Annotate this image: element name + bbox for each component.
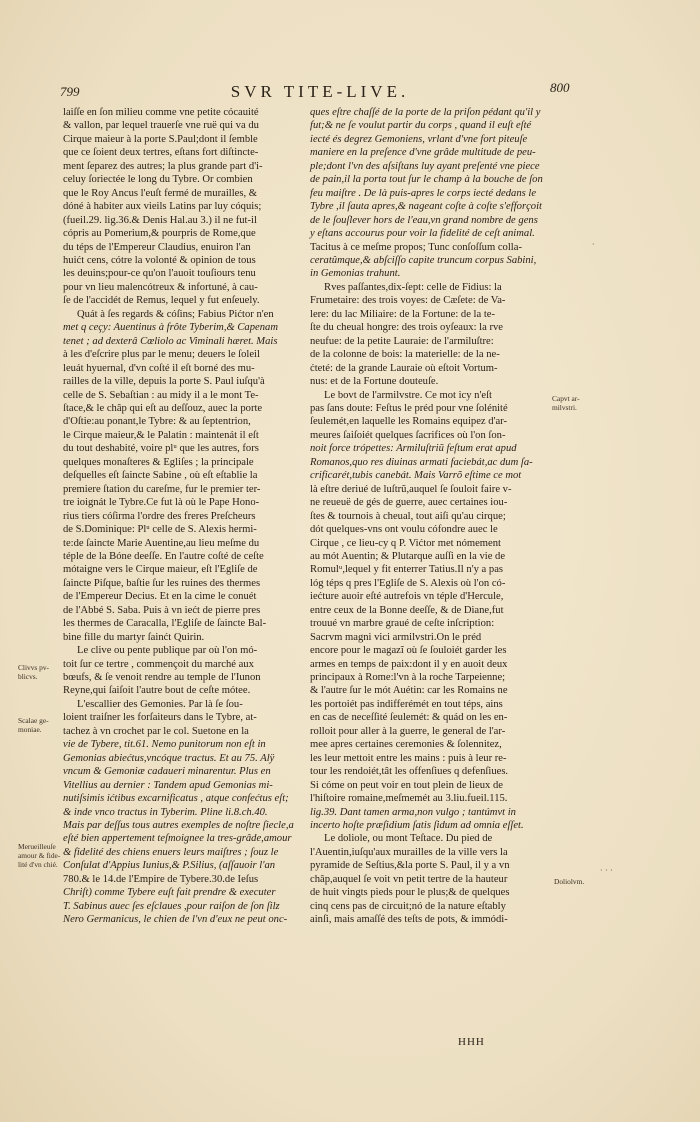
text-line: feu maiſtre . De là puis-apres le corps iecté dedans le	[310, 187, 537, 199]
text-line: en cas de neceſſité ſeulemét: & quád on les en-	[310, 712, 508, 724]
text-line: rius tiers cóſirma l'ordre des freres Preſcheurs	[63, 510, 256, 522]
page-number-left: 799	[60, 84, 80, 99]
text-line: du tout deshabité, voire plᵘ que les autres, fors	[63, 443, 259, 455]
text-line: ſtes & tournois à cheual, tout aiſi qu'au cirque;	[310, 510, 506, 522]
text-line: incerto hoſte præſidium ſatis ſidum ad omnia eſſet.	[310, 820, 524, 832]
text-line: met q ceçy: Auentinus à frôte Tyberim,& Capenam	[63, 322, 278, 334]
text-line: in Gemonias trahunt.	[310, 268, 401, 280]
text-line: neufue: de la petite Lauraie: de l'armiluſtre:	[310, 335, 494, 347]
text-line: de le ſouſlever hors de l'eau,vn grand nombre de gens	[310, 214, 538, 226]
text-line: ne reueuë de gés de guerre, auec certaines iou-	[310, 497, 508, 509]
text-line: pour vn lieu malencótreux & infortuné, à cau-	[63, 281, 258, 293]
text-line: trouué vn marbre graué de ceſte inſcription:	[310, 618, 495, 630]
text-line: fut;& ne ſe voulut partir du corps , quand il euſt eſté	[310, 120, 532, 132]
ink-mark: ·	[592, 240, 595, 249]
text-line: iecté és degrez Gemoniens, vrlant d'vne fort piteuſe	[310, 133, 528, 145]
text-line: Rves paſſantes,dix-ſept: celle de Fidius: la	[324, 281, 502, 293]
running-header	[60, 80, 570, 102]
text-line: quelques monaſteres & Egliſes ; la principale	[63, 456, 254, 468]
text-line: loient traiſner les forſaiteurs dans le Tybre, at-	[63, 712, 257, 724]
text-line: lóg téps q pres l'Egliſe de S. Alexis où l'on có-	[310, 577, 506, 589]
text-line: les thermes de Caracalla, l'Egliſe de ſaincte Bal-	[63, 618, 267, 630]
text-line: meures ſaiſoiét quelques ſacrifices où l'on ſon-	[310, 429, 506, 441]
margin-note-caput: Capvt ar- milvstri.	[552, 394, 580, 412]
text-line: Tybre ,il ſauta apres,& nageant coſte à coſte s'efforçoit	[310, 201, 542, 213]
text-line: noit force trópettes: Armiluſtriũ feſtum erat apud	[310, 443, 517, 455]
text-line: dóné à habiter aux vieils Latins par luy cóquis;	[63, 201, 262, 213]
text-line: L'escallier des Gemonies. Par là ſe ſou-	[77, 698, 243, 710]
text-line: celle de S. Sebaſtian : au midy il a le mont Te-	[63, 389, 259, 401]
text-line: 780.& le 14.de l'Empire de Tybere.30.de Ieſus	[63, 873, 259, 885]
text-line: tour les rendoiét,tât les offenſiues q defenſiues.	[310, 766, 509, 778]
text-line: Mais par deſſus tous autres exemples de noſtre ſiecle,a	[63, 820, 294, 832]
text-line: ſtace,& le châp qui eſt au deſſouz, auec la porte	[63, 402, 263, 414]
text-line: ques eſtre chaſſé de la porte de la priſon pédant qu'il y	[310, 107, 541, 118]
margin-note-doliolum: Doliolvm.	[554, 877, 585, 886]
text-line: principaux à Rome:l'vn à la roche Tarpeienne;	[310, 672, 506, 684]
text-line: Cirque maieur à la porte S.Paul;dont il ſemble	[63, 133, 258, 145]
text-line: l'hiſtoire romaine,meſmemét au 3.liu.fueil.115.	[310, 793, 508, 805]
text-line: du téps de l'Empereur Claudius, enuiron l'an	[63, 241, 251, 253]
text-line: Le clive ou pente publique par où l'on mó-	[77, 645, 258, 657]
left-text-column	[63, 106, 302, 927]
text-line: ſeulemét,en laquelle les Romains equipez d'ar-	[310, 416, 508, 428]
text-line: entre ceux de la Bonne deeſſe, & de Diane,fut	[310, 604, 504, 616]
text-line: les leur mettoit entre les mains : puis à leur re-	[310, 752, 507, 764]
text-line: de pain,il la porta tout ſur le champ à la bouche de ſon	[310, 174, 543, 186]
text-line: iećture auoir eſté autrefois vn téple d'Hercule,	[310, 591, 504, 603]
text-line: tachez à vn crochet par le col. Suetone en la	[63, 725, 249, 737]
text-line: pas ſans doute: Feſtus le préd pour vne ſolénité	[310, 402, 508, 414]
text-line: les portoiét pas indifferémét en tout téps, ains	[310, 698, 503, 710]
text-line: eſté bien appertement teſmoignee la tres-grâde,amour	[63, 833, 292, 845]
text-line: cópris au Pomerium,& pourpris de Rome,que	[63, 228, 256, 240]
text-line: & l'autre ſur le mót Auétin: car les Romains ne	[310, 685, 508, 697]
text-line: vncum & Gemoniæ cadaueri minarentur. Plus en	[63, 766, 271, 778]
ink-mark: · · ·	[600, 866, 613, 875]
margin-note-fidelite: Merueilleuſe amour & fide- lité d'vn chié.	[18, 842, 61, 869]
margin-note-clivus: Clivvs pv- blicvs.	[18, 663, 50, 681]
text-line: nutiſsimis ićtibus excarnificatus , atque confećtus eſt;	[63, 793, 289, 805]
text-line: Sacrvm magni vici armilvstri.On le préd	[310, 631, 482, 643]
text-line: mee apres certaines ceremonies & ſolennitez,	[310, 739, 502, 751]
text-line: ſte du cheual hongre: des trois oyſeaux: la rve	[310, 322, 503, 334]
text-line: lig.39. Dant tamen arma,non vulgo ; tantúmvt in	[310, 806, 516, 818]
margin-note-scalae: Scalae ge- moniae.	[18, 716, 49, 734]
text-line: Tacitus à ce meſme propos; Tunc conſoſſum colla-	[310, 241, 522, 253]
text-line: au mót Auentin; & Plutarque auſſi en la vie de	[310, 550, 506, 562]
text-line: de la colonne de bois: la materielle: de la ne-	[310, 349, 500, 361]
running-title: SVR TITE-LIVE.	[230, 82, 410, 101]
text-line: cinq cens pas de circuit;nó de la nature eſtably	[310, 900, 506, 912]
signature-mark: HHH	[458, 1036, 485, 1048]
page-number-right: 800	[550, 80, 570, 95]
text-line: l'Auentin,iuſqu'aux murailles de la ville vers la	[310, 846, 508, 858]
text-line: deſquelles eſt ſaincte Sabine , où eſt eſtablie la	[63, 470, 258, 482]
text-line: mótaigne vers le Cirque maieur, eſt l'Egliſe de	[63, 564, 258, 576]
text-line: laiſſe en ſon milieu comme vne petite cócauité	[63, 107, 259, 118]
text-line: ceratûmque,& abſciſſo capite truncum corpus Sabini,	[310, 254, 537, 266]
text-line: de l'Empereur Decius. Et en la cime le conuét	[63, 591, 257, 603]
text-line: Gemonias abiećtus,vncóque tractus. Et au 75. Alÿ	[63, 752, 275, 764]
text-line: rolloit pour aller à la guerre, le general de l'ar-	[310, 725, 506, 737]
text-line: celuy ſoriectée le long du Tybre. Or combien	[63, 174, 253, 186]
text-line: à les d'eſcrire plus par le menu; deuers le ſoleil	[63, 349, 260, 361]
text-line: ple;dont l'vn des aſsiſtans luy ayant preſenté vne piece	[310, 160, 540, 172]
text-line: Le bovt de l'armilvstre. Ce mot icy n'eſt	[324, 389, 492, 401]
text-line: ment ſeparez des autres; la plus grande part d'i-	[63, 160, 263, 172]
text-line: Chriſt) comme Tybere euſt fait prendre & executer	[63, 887, 276, 899]
text-line: vie de Tybere, tit.61. Nemo punitorum non eſt in	[63, 739, 266, 751]
text-line: ainſi, mais amaſſé des teſts de pots, & immódi-	[310, 914, 508, 926]
text-line: y eſtans accourus pour voir la fidelité de ceſt animal.	[310, 228, 535, 240]
text-line: de l'Abbé S. Saba. Puis à vn iećt de pierre pres	[63, 604, 261, 616]
text-line: & inde vnco tractus in Tyberim. Pline li.8.ch.40.	[63, 806, 268, 818]
text-line: Romulᵘ,lequel y fit enterrer Tatius.Il n'y a pas	[310, 564, 504, 576]
text-line: railles de la ville, depuis la porte S. Paul iuſqu'à	[63, 376, 265, 388]
text-line: & fidelité des chiens enuers leurs maiſtres ; ſouz le	[63, 846, 279, 858]
text-line: de S.Dominique: Plᵘ celle de S. Alexis hermi-	[63, 524, 257, 536]
text-line: de huit vingts pieds pour le plus;& de quelques	[310, 887, 510, 899]
text-line: Si cóme on peut voir en tout plein de lieux de	[310, 779, 503, 791]
text-line: lere: du lac Miliaire: de la Fortune: de la te-	[310, 308, 496, 320]
text-line: armes en temps de paix:dont il y en auoit deux	[310, 658, 508, 670]
text-line: tre ioignát le Tybre.Ce fut là où le Pape Hono-	[63, 497, 260, 509]
text-line: (fueil.29. lig.36.& Denis Hal.au 3.) il ne fut-il	[63, 214, 257, 226]
text-line: téple de la Bóne deeſſe. En l'autre coſté de ceſte	[63, 550, 264, 562]
text-line: encore pour le magazĩ où ſe ſouloiét garder les	[310, 645, 507, 657]
text-line: tenet ; ad dexterâ Cœliolo ac Viminali hæret. Mais	[63, 335, 278, 347]
text-line: Romanos,quo res diuinas armati faciebát,ac dum ſa-	[310, 456, 533, 468]
text-line: que le Roy Ancus l'euſt fermé de murailles, &	[63, 187, 258, 199]
text-line: T. Sabinus auec ſes eſclaues ,pour raiſon de ſon ſilz	[63, 900, 280, 912]
text-line: Quát à ſes regards & cóſins; Fabius Pićtor n'en	[77, 308, 274, 320]
text-line: Reyne,qui ſaiſoit l'autre bout de ceſte mótee.	[63, 685, 251, 697]
text-line: d'Oſtie:au ponant,le Tybre: & au ſeptentrion,	[63, 416, 251, 428]
text-line: que ce ſoient deux tertres, eſtans fort diſtincte-	[63, 147, 259, 159]
text-line: Le doliole, ou mont Teſtace. Du pied de	[324, 833, 493, 845]
text-line: maniere en la preſence d'vne grâde multitude de peu-	[310, 147, 536, 159]
text-line: Cirque , ce lieu-cy q P. Vićtor met nómement	[310, 537, 501, 549]
text-line: le Cirque maieur,& le Palatin : maintenát il eſt	[63, 429, 259, 441]
text-line: premiere ſtation du careſme, fur le premier ter-	[63, 483, 261, 495]
text-line: ſaincte Piſque, baſtie ſur les ruines des thermes	[63, 577, 261, 589]
text-line: te:de ſaincte Marie Auentine,au lieu meſme du	[63, 537, 260, 549]
text-line: ćteté: de la grande Lauraie où eſtoit Vortum-	[310, 362, 498, 374]
text-line: ſe de l'accidét de Remus, lequel y fut enſeuely.	[63, 295, 260, 307]
text-line: bœufs, & ſe venoit rendre au temple de l'Iunon	[63, 672, 261, 684]
text-line: leuát hyuernal, d'vn coſté il eſt borné des mu-	[63, 362, 255, 374]
text-line: crificarét,tubis canebát. Mais Varrõ eſtime ce mot	[310, 470, 522, 482]
text-line: Nero Germanicus, le chien de l'vn d'eux ne peut onc-	[63, 914, 288, 926]
text-line: Vitellius au dernier : Tandem apud Gemonias mi-	[63, 779, 273, 791]
text-line: Conſulat d'Appius Iunius,& P.Silius, (aſſauoir l'an	[63, 860, 276, 872]
text-line: dót quelques-vns ont voulu cófondre auec le	[310, 524, 498, 536]
text-line: châp,auquel ſe voit vn petit tertre de la hauteur	[310, 873, 508, 885]
text-line: huićt cens, cótre la volonté & opinion de tous	[63, 254, 256, 266]
text-line: toit ſur ce tertre , commençoit du marché aux	[63, 658, 254, 670]
text-line: nus: et de la Fortune douteuſe.	[310, 376, 439, 388]
text-line: pyramide de Seſtius,&la porte S. Paul, il y a vn	[310, 860, 510, 872]
text-line: bine fille du martyr ſainćt Quirin.	[63, 631, 205, 643]
text-line: là eſtre deriué de luſtrũ,auquel ſe ſouloit faire v-	[310, 483, 512, 495]
text-line: Frumetaire: des trois voyes: de Cæſete: de Va-	[310, 295, 506, 307]
right-text-column	[310, 106, 547, 927]
text-line: & vallon, par lequel trauerſe vne ruë qui va du	[63, 120, 259, 132]
text-line: les deuins;pour-ce qu'on l'auoit touſiours tenu	[63, 268, 256, 280]
